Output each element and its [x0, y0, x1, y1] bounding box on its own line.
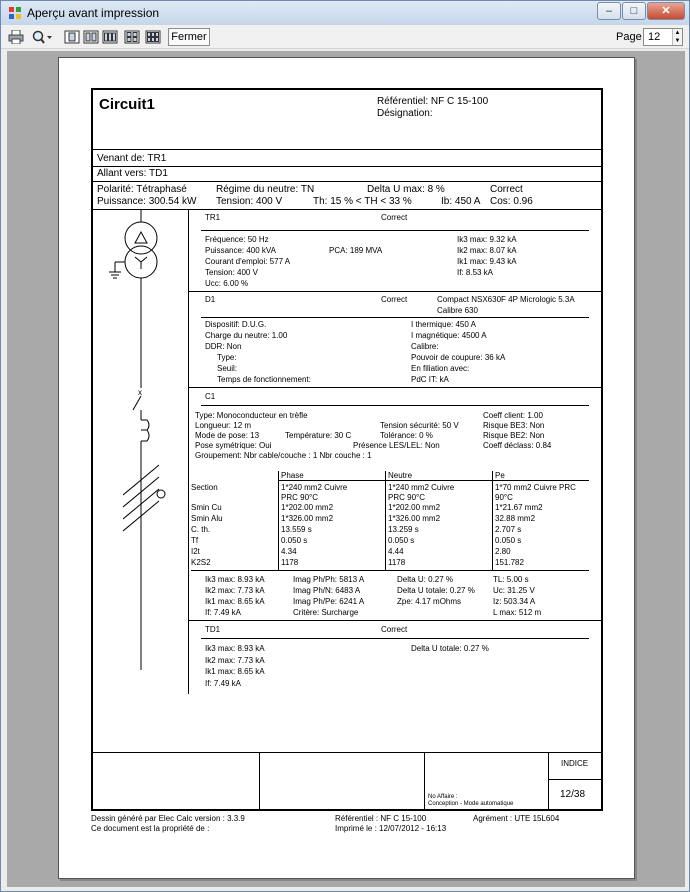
- puissance: Puissance: 300.54 kW: [97, 196, 197, 207]
- c1-risque-be3: Risque BE3: Non: [483, 421, 545, 430]
- c1-coeff-declass: Coeff déclass: 0.84: [483, 441, 552, 450]
- tr1-courant: Courant d'emploi: 577 A: [205, 257, 291, 266]
- th-range: Th: 15 % < TH < 33 %: [313, 196, 412, 207]
- td1-ik1: Ik1 max: 8.65 kA: [205, 667, 265, 676]
- minimize-button[interactable]: –: [597, 2, 621, 20]
- tr1-ik1: Ik1 max: 9.43 kA: [457, 257, 517, 266]
- cell-pe-k2s2: 151.782: [495, 558, 524, 567]
- cos-phi: Cos: 0.96: [490, 196, 533, 207]
- table-header-phase: Phase: [281, 471, 304, 480]
- d1-pdc-it: PdC IT: kA: [411, 375, 449, 384]
- cell-phase-smin-cu: 1*202.00 mm2: [281, 503, 334, 512]
- one-page-button[interactable]: [63, 28, 81, 46]
- four-pages-icon: [124, 30, 140, 44]
- footer-agrement: Agrément : UTE 15L604: [473, 814, 560, 823]
- three-pages-icon: [102, 30, 118, 44]
- d1-i-thermique: I thermique: 450 A: [411, 320, 476, 329]
- fermer-button[interactable]: Fermer: [168, 28, 210, 46]
- star-symbol-icon: [135, 257, 147, 269]
- cell-neutre-section-2: PRC 90°C: [388, 493, 425, 502]
- cell-pe-smin-alu: 32.88 mm2: [495, 514, 536, 523]
- row-label-cth: C. th.: [191, 525, 211, 534]
- footer-referentiel: Référentiel : NF C 15-100: [335, 814, 427, 823]
- td1-if: If: 7.49 kA: [205, 679, 242, 688]
- c1-ik1: Ik1 max: 8.65 kA: [205, 597, 265, 606]
- d1-pouvoir-coupure: Pouvoir de coupure: 36 kA: [411, 353, 506, 362]
- cell-phase-smin-alu: 1*326.00 mm2: [281, 514, 334, 523]
- td1-delta-u-totale: Delta U totale: 0.27 %: [411, 644, 489, 653]
- cell-neutre-tf: 0.050 s: [388, 536, 415, 545]
- td1-title: TD1: [205, 625, 221, 634]
- d1-temps: Temps de fonctionnement:: [217, 375, 311, 384]
- tr1-title: TR1: [205, 213, 221, 222]
- d1-model: Compact NSX630F 4P Micrologic 5.3A: [437, 295, 575, 304]
- c1-ik3: Ik3 max: 8.93 kA: [205, 575, 265, 584]
- cell-phase-section-2: PRC 90°C: [281, 493, 318, 502]
- pe-marker-icon: [157, 490, 165, 498]
- c1-groupement: Groupement: Nbr cable/couche : 1 Nbr couche : 1: [195, 451, 372, 460]
- four-pages-button[interactable]: [123, 28, 141, 46]
- d1-dispositif: Dispositif: D.U.G.: [205, 320, 267, 329]
- d1-i-magnetique: I magnétique: 4500 A: [411, 331, 487, 340]
- six-pages-icon: [145, 30, 161, 44]
- page-footer: [91, 812, 603, 842]
- title-bar: [1, 1, 689, 25]
- tr1-if: If: 8.53 kA: [457, 268, 494, 277]
- c1-delta-u-totale: Delta U totale: 0.27 %: [397, 586, 475, 595]
- d1-ddr: DDR: Non: [205, 342, 242, 351]
- cell-phase-i2t: 4.34: [281, 547, 297, 556]
- c1-delta-u: Delta U: 0.27 %: [397, 575, 454, 584]
- no-affaire: No Affaire :: [428, 794, 458, 800]
- c1-zpe: Zpe: 4.17 mOhms: [397, 597, 462, 606]
- maximize-button[interactable]: □: [622, 2, 646, 20]
- delta-symbol-icon: [135, 232, 147, 243]
- preview-area[interactable]: [7, 51, 685, 887]
- two-pages-button[interactable]: [82, 28, 100, 46]
- footer-propriete: Ce document est la propriété de :: [91, 824, 210, 833]
- row-label-tf: Tf: [191, 536, 199, 545]
- c1-imag-phph: Imag Ph/Ph: 5813 A: [293, 575, 365, 584]
- tr1-ik3: Ik3 max: 9.32 kA: [457, 235, 517, 244]
- regime-neutre: Régime du neutre: TN: [216, 184, 315, 195]
- window-title: Aperçu avant impression: [27, 6, 160, 20]
- d1-status: Correct: [381, 295, 408, 304]
- page-label: Page: [616, 31, 642, 43]
- c1-tolerance: Tolérance: 0 %: [380, 431, 433, 440]
- cell-neutre-smin-cu: 1*202.00 mm2: [388, 503, 441, 512]
- row-label-i2t: I2t: [191, 547, 200, 556]
- tr1-ucc: Ucc: 6.00 %: [205, 279, 249, 288]
- c1-title: C1: [205, 392, 216, 401]
- cell-pe-cth: 2.707 s: [495, 525, 522, 534]
- c1-coeff-client: Coeff client: 1.00: [483, 411, 543, 420]
- delta-u-max: Delta U max: 8 %: [367, 184, 445, 195]
- cell-phase-k2s2: 1178: [281, 558, 299, 567]
- print-button[interactable]: [7, 28, 25, 46]
- d1-calibre-model: Calibre 630: [437, 306, 478, 315]
- c1-imag-phn: Imag Ph/N: 6483 A: [293, 586, 361, 595]
- three-pages-button[interactable]: [101, 28, 119, 46]
- two-pages-icon: [83, 30, 99, 44]
- tr1-ik2: Ik2 max: 8.07 kA: [457, 246, 517, 255]
- indice-label: INDICE: [561, 759, 589, 768]
- close-button[interactable]: ✕: [647, 2, 685, 20]
- transformer-primary-coil: [125, 222, 157, 254]
- c1-uc: Uc: 31.25 V: [493, 586, 535, 595]
- d1-filiation: En filiation avec:: [411, 364, 470, 373]
- c1-iz: Iz: 503.34 A: [493, 597, 536, 606]
- cell-pe-tf: 0.050 s: [495, 536, 522, 545]
- designation-header: Désignation:: [377, 108, 433, 119]
- c1-type: Type: Monoconducteur en trèfle: [195, 411, 308, 420]
- c1-imag-phpe: Imag Ph/Pe: 6241 A: [293, 597, 365, 606]
- tr1-tension: Tension: 400 V: [205, 268, 258, 277]
- c1-risque-be2: Risque BE2: Non: [483, 431, 545, 440]
- row-label-section: Section: [191, 483, 218, 492]
- printer-icon: [8, 30, 24, 44]
- c1-ik2: Ik2 max: 7.73 kA: [205, 586, 265, 595]
- cell-phase-tf: 0.050 s: [281, 536, 308, 545]
- c1-if: If: 7.49 kA: [205, 608, 242, 617]
- cell-pe-smin-cu: 1*21.67 mm2: [495, 503, 543, 512]
- c1-tl: TL: 5.00 s: [493, 575, 529, 584]
- single-line-schematic: [101, 210, 191, 670]
- cell-phase-cth: 13.559 s: [281, 525, 312, 534]
- cell-phase-section: 1*240 mm2 Cuivre: [281, 483, 348, 492]
- d1-title: D1: [205, 295, 216, 304]
- magnetic-trip-icon: [141, 420, 149, 441]
- tr1-puissance: Puissance: 400 kVA: [205, 246, 277, 255]
- page-number: 12/38: [560, 789, 586, 800]
- app-icon: [8, 6, 22, 20]
- page-spinner[interactable]: [643, 28, 683, 46]
- cell-neutre-cth: 13.259 s: [388, 525, 419, 534]
- c1-lmax: L max: 512 m: [493, 608, 542, 617]
- magnifier-icon: [31, 30, 53, 44]
- row-label-smin-cu: Smin Cu: [191, 503, 222, 512]
- breaker-contact-icon: [133, 396, 141, 410]
- one-page-icon: [64, 30, 80, 44]
- drawing-frame: [91, 88, 603, 811]
- td1-status: Correct: [381, 625, 408, 634]
- td1-ik2: Ik2 max: 7.73 kA: [205, 656, 265, 665]
- six-pages-button[interactable]: [144, 28, 162, 46]
- zoom-dropdown[interactable]: [28, 28, 56, 46]
- ib: Ib: 450 A: [441, 196, 481, 207]
- cell-neutre-i2t: 4.44: [388, 547, 404, 556]
- venant-de: Venant de: TR1: [97, 153, 167, 164]
- c1-longueur: Longueur: 12 m: [195, 421, 252, 430]
- c1-temperature: Température: 30 C: [285, 431, 352, 440]
- svg-text:x: x: [138, 388, 142, 397]
- page-value: 12: [648, 31, 661, 43]
- d1-calibre: Calibre:: [411, 342, 439, 351]
- cell-pe-i2t: 2.80: [495, 547, 511, 556]
- page-sheet: [58, 57, 635, 879]
- polarite: Polarité: Tétraphasé: [97, 184, 187, 195]
- c1-presence-les: Présence LES/LEL: Non: [353, 441, 440, 450]
- spinner-arrows-icon[interactable]: ▲ ▼: [672, 29, 682, 45]
- polar-status: Correct: [490, 184, 523, 195]
- table-header-pe: Pe: [495, 471, 505, 480]
- row-label-smin-alu: Smin Alu: [191, 514, 223, 523]
- cell-neutre-section: 1*240 mm2 Cuivre: [388, 483, 455, 492]
- td1-ik3: Ik3 max: 8.93 kA: [205, 644, 265, 653]
- c1-pose-symetrique: Pose symétrique: Oui: [195, 441, 272, 450]
- footer-imprime: Imprimé le : 12/07/2012 - 16:13: [335, 824, 447, 833]
- tr1-pca: PCA: 189 MVA: [329, 246, 383, 255]
- cell-pe-section: 1*70 mm2 Cuivre PRC: [495, 483, 576, 492]
- cell-neutre-smin-alu: 1*326.00 mm2: [388, 514, 441, 523]
- d1-type: Type:: [217, 353, 237, 362]
- conception-mode: Conception - Mode automatique: [428, 801, 514, 807]
- tr1-status: Correct: [381, 213, 408, 222]
- d1-charge-neutre: Charge du neutre: 1.00: [205, 331, 288, 340]
- allant-vers: Allant vers: TD1: [97, 168, 168, 179]
- toolbar: [1, 25, 689, 49]
- cell-neutre-k2s2: 1178: [388, 558, 406, 567]
- footer-genere: Dessin généré par Elec Calc version : 3.3.9: [91, 814, 245, 823]
- c1-mode-pose: Mode de pose: 13: [195, 431, 260, 440]
- c1-tension-securite: Tension sécurité: 50 V: [380, 421, 459, 430]
- c1-critere: Critère: Surcharge: [293, 608, 359, 617]
- row-label-k2s2: K2S2: [191, 558, 211, 567]
- tr1-frequence: Fréquence: 50 Hz: [205, 235, 269, 244]
- cell-pe-section-2: 90°C: [495, 493, 513, 502]
- d1-seuil: Seuil:: [217, 364, 238, 373]
- referentiel-header: Référentiel: NF C 15-100: [377, 96, 489, 107]
- table-header-neutre: Neutre: [388, 471, 413, 480]
- circuit-title: Circuit1: [99, 96, 155, 113]
- tension: Tension: 400 V: [216, 196, 283, 207]
